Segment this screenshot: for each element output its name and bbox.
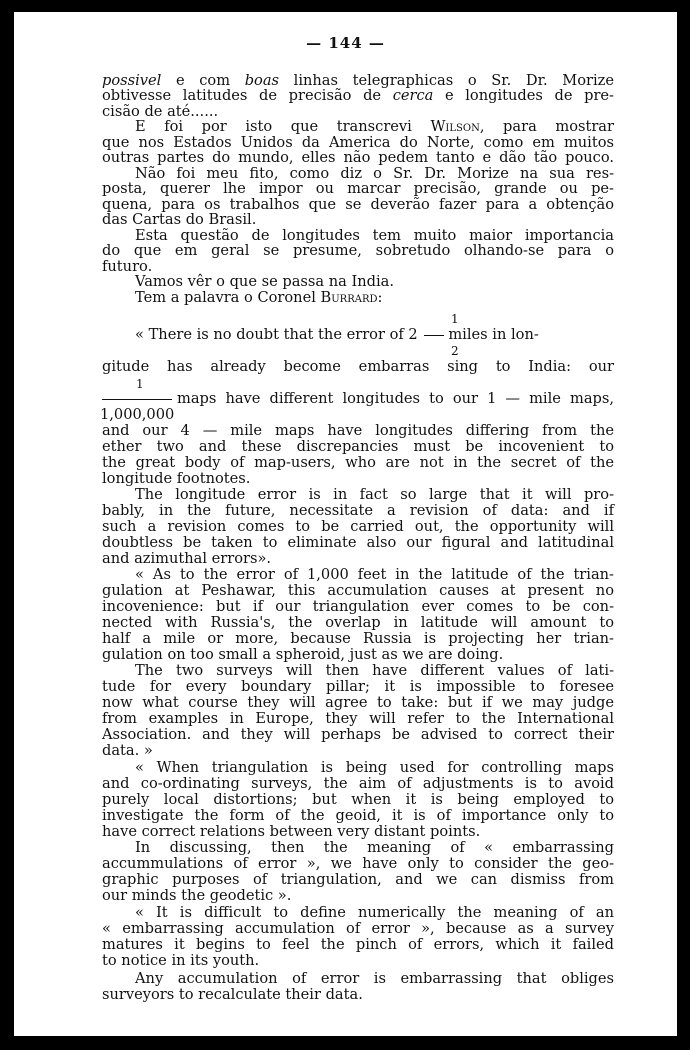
- text-line: gulation at Peshawar, this accumulation causes at present no: [102, 582, 614, 599]
- text-line: from examples in Europe, they will refer to the International: [102, 710, 614, 727]
- text-line: purely local distortions; but when it is being employed to: [102, 791, 614, 808]
- text-line: such a revision comes to be carried out, the opportunity will: [102, 518, 614, 535]
- text-line: « There is no doubt that the error of 2 miles in lon-: [135, 326, 539, 343]
- text-line: Não foi meu fito, como diz o Sr. Dr. Morize na sua res-: [135, 165, 614, 182]
- fraction-bar: [102, 399, 172, 400]
- text-line: In discussing, then the meaning of « embarrassing: [135, 839, 614, 856]
- text-line: quena, para os trabalhos que se deverão fazer para a obtenção: [102, 196, 614, 213]
- text-line: Vamos vêr o que se passa na India.: [135, 273, 394, 290]
- text-line: and co-ordinating surveys, the aim of adjustments is to avoid: [102, 775, 614, 792]
- text-line: « embarrassing accumulation of error », because as a survey: [102, 920, 614, 937]
- text-line: surveyors to recalculate their data.: [102, 986, 363, 1003]
- book-page: [14, 12, 677, 1036]
- text-line: half a mile or more, because Russia is projecting her trian-: [102, 630, 614, 647]
- fraction-numerator: 1: [451, 312, 459, 326]
- text-line: « It is difficult to define numerically the meaning of an: [135, 904, 614, 921]
- text-line: Esta questão de longitudes tem muito maior importancia: [135, 227, 614, 244]
- text-line: maps have different longitudes to our 1 — mile maps,: [177, 390, 614, 407]
- text-line: gulation on too small a spheroid, just as we are doing.: [102, 646, 504, 663]
- text-line: Any accumulation of error is embarrassing that obliges: [135, 970, 614, 987]
- text-line: and our 4 — mile maps have longitudes differing from the: [102, 422, 614, 439]
- text-line: tude for every boundary pillar; it is impossible to foresee: [102, 678, 614, 695]
- text-line: possivel e com boas linhas telegraphicas o Sr. Dr. Morize: [102, 72, 614, 89]
- text-line: nected with Russia's, the overlap in latitude will amount to: [102, 614, 614, 631]
- text-line: incovenience: but if our triangulation ever comes to be con-: [102, 598, 614, 615]
- fraction-denominator: 1,000,000: [100, 406, 175, 423]
- fraction-denominator: 2: [451, 344, 459, 358]
- text-line: Tem a palavra o Coronel Burrard:: [135, 289, 383, 306]
- text-line: bably, in the future, necessitate a revision of data: and if: [102, 502, 614, 519]
- text-line: The two surveys will then have different values of lati-: [135, 662, 614, 679]
- text-line: Association. and they will perhaps be advised to correct their: [102, 726, 614, 743]
- page-number: — 144 —: [306, 34, 385, 52]
- text-line: que nos Estados Unidos da America do Norte, como em muitos: [102, 134, 614, 151]
- text-line: « When triangulation is being used for controlling maps: [135, 759, 614, 776]
- text-line: our minds the geodetic ».: [102, 887, 292, 904]
- fraction-numerator: 1: [136, 377, 144, 391]
- text-line: das Cartas do Brasil.: [102, 211, 257, 228]
- text-line: matures it begins to feel the pinch of errors, which it failed: [102, 936, 614, 953]
- text-line: gitude has already become embarras sing to India: our: [102, 358, 614, 375]
- text-line: ether two and these discrepancies must be incovenient to: [102, 438, 614, 455]
- text-line: obtivesse latitudes de precisão de cerca e longitudes de pre-: [102, 87, 614, 104]
- text-line: cisão de até......: [102, 103, 219, 120]
- text-line: futuro.: [102, 258, 153, 275]
- text-line: doubtless be taken to eliminate also our figural and latitudinal: [102, 534, 614, 551]
- text-line: longitude footnotes.: [102, 470, 251, 487]
- text-line: and azimuthal errors».: [102, 550, 272, 567]
- text-line: to notice in its youth.: [102, 952, 260, 969]
- text-line: have correct relations between very distant points.: [102, 823, 481, 840]
- text-line: now what course they will agree to take: but if we may judge: [102, 694, 614, 711]
- text-line: « As to the error of 1,000 feet in the latitude of the trian-: [135, 566, 614, 583]
- text-line: investigate the form of the geoid, it is of importance only to: [102, 807, 614, 824]
- text-line: do que em geral se presume, sobretudo olhando-se para o: [102, 242, 614, 259]
- text-line: E foi por isto que transcrevi Wilson, para mostrar: [135, 118, 614, 135]
- text-line: data. »: [102, 742, 153, 759]
- text-line: outras partes do mundo, elles não pedem tanto e dão tão pouco.: [102, 149, 614, 166]
- text-line: posta, querer lhe impor ou marcar precisão, grande ou pe-: [102, 180, 614, 197]
- text-line: accummulations of error », we have only to consider the geo-: [102, 855, 614, 872]
- text-line: The longitude error is in fact so large that it will pro-: [135, 486, 614, 503]
- text-line: graphic purposes of triangulation, and we can dismiss from: [102, 871, 614, 888]
- text-line: the great body of map-users, who are not in the secret of the: [102, 454, 614, 471]
